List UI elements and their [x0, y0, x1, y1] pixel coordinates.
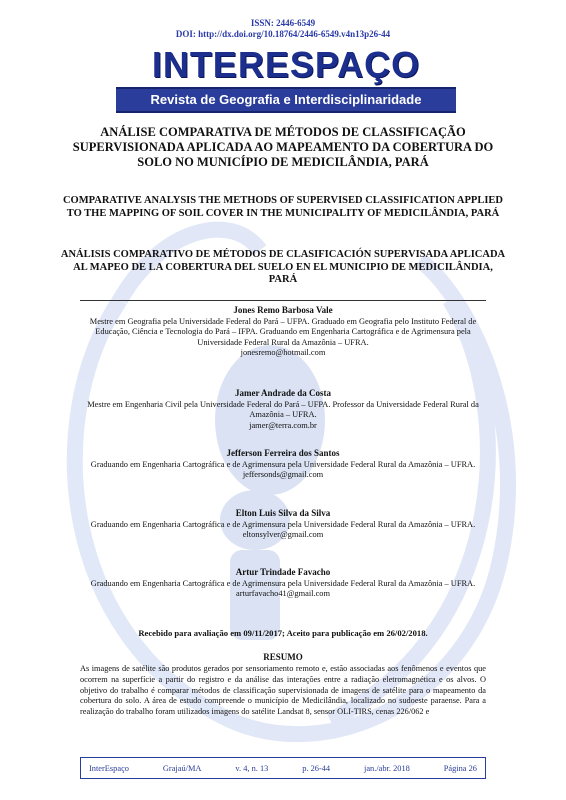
- received-dates: Recebido para avaliação em 09/11/2017; Aceito para publicação em 26/02/2018.: [138, 628, 428, 638]
- footer-journal: InterEspaço: [89, 763, 129, 773]
- author-name: Elton Luis Silva da Silva: [235, 508, 331, 518]
- logo-subtitle: Revista de Geografia e Interdisciplinaridade: [116, 87, 456, 113]
- page-footer: [80, 757, 486, 779]
- author-email: eltonsylver@gmail.com: [242, 530, 324, 540]
- footer-volume: v. 4, n. 13: [235, 763, 269, 773]
- title-spanish: ANÁLISIS COMPARATIVO DE MÉTODOS DE CLASIFICACIÓN SUPERVISADA APLICADA AL MAPEO DE LA COBERTURA DEL SUELO EN EL MUNICIPIO DE MEDICILÂNDIA, PARÁ: [60, 249, 506, 285]
- logo-wordmark: INTERESPAÇO: [151, 44, 421, 85]
- issn: ISSN: 2446-6549: [250, 18, 316, 28]
- author-email: jamer@terra.com.br: [249, 420, 317, 430]
- doi: DOI: http://dx.doi.org/10.18764/2446-6549.v4n13p26-44: [175, 29, 391, 39]
- author-block: [80, 508, 486, 541]
- author-block: [80, 388, 486, 431]
- journal-logo: [116, 45, 456, 117]
- footer-pages: p. 26-44: [302, 763, 331, 773]
- footer-place: Grajaú/MA: [162, 763, 202, 773]
- author-name: Jamer Andrade da Costa: [234, 388, 332, 398]
- author-email: jeffersonds@gmail.com: [242, 470, 324, 480]
- author-block: [80, 448, 486, 481]
- abstract-text: As imagens de satélite são produtos gerados por sensoriamento remoto e, estão associadas aos fenômenos e eventos que ocorrem na superfície a partir do registro e da análise das interações entre a radiação eletromagnética e os alvos. O objetivo do trabalho é comparar métodos de classificação supervisionada de imagens de satélite para o mapeamento da cobertura do solo. A área de estudo compreende o município de Medicilândia, localizado no sudoeste paraense. Para a realização do trabalho foram utilizados imagens do satélite Landsat 8, sensor OLI-TIRS, cenas 226/062 e: [80, 664, 486, 717]
- author-email: jonesremo@hotmail.com: [240, 348, 326, 358]
- author-affiliation: Mestre em Geografia pela Universidade Federal do Pará – UFPA. Graduado em Geografia pelo Instituto Federal de Educação, Ciência e Tecnologia do Pará – IFPA. Graduando em Engenharia Cartográfica e de Agrimensura pela Universidade Federal Rural da Amazônia – UFRA.: [89, 316, 477, 347]
- author-affiliation: Graduando em Engenharia Cartográfica e de Agrimensura pela Universidade Federal Rural da Amazônia – UFRA.: [90, 519, 476, 529]
- title-portuguese: ANÁLISE COMPARATIVA DE MÉTODOS DE CLASSIFICAÇÃO SUPERVISIONADA APLICADA AO MAPEAMENTO DA COBERTURA DO SOLO NO MUNICÍPIO DE MEDICILÂNDIA, PARÁ: [72, 125, 494, 169]
- footer-date: jan./abr. 2018: [364, 763, 410, 773]
- author-email: arturfavacho41@gmail.com: [236, 589, 330, 599]
- author-affiliation: Graduando em Engenharia Cartográfica e de Agrimensura pela Universidade Federal Rural da Amazônia – UFRA.: [90, 459, 476, 469]
- author-name: Jones Remo Barbosa Vale: [233, 305, 333, 315]
- journal-identifiers: [0, 18, 566, 40]
- author-affiliation: Graduando em Engenharia Cartográfica e de Agrimensura pela Universidade Federal Rural da Amazônia – UFRA.: [90, 578, 476, 588]
- title-english: COMPARATIVE ANALYSIS THE METHODS OF SUPERVISED CLASSIFICATION APPLIED TO THE MAPPING OF SOIL COVER IN THE MUNICIPALITY OF MEDICILÂNDIA, PARÁ: [62, 195, 504, 219]
- author-block: [80, 305, 486, 359]
- author-name: Jefferson Ferreira dos Santos: [226, 448, 340, 458]
- author-block: [80, 567, 486, 600]
- divider: [80, 300, 486, 301]
- footer-page-number: Página 26: [443, 763, 477, 773]
- author-affiliation: Mestre em Engenharia Civil pela Universidade Federal do Pará – UFPA. Professor da Universidade Federal Rural da Amazônia – UFRA.: [87, 399, 479, 420]
- abstract-heading: RESUMO: [263, 652, 303, 662]
- author-name: Artur Trindade Favacho: [235, 567, 331, 577]
